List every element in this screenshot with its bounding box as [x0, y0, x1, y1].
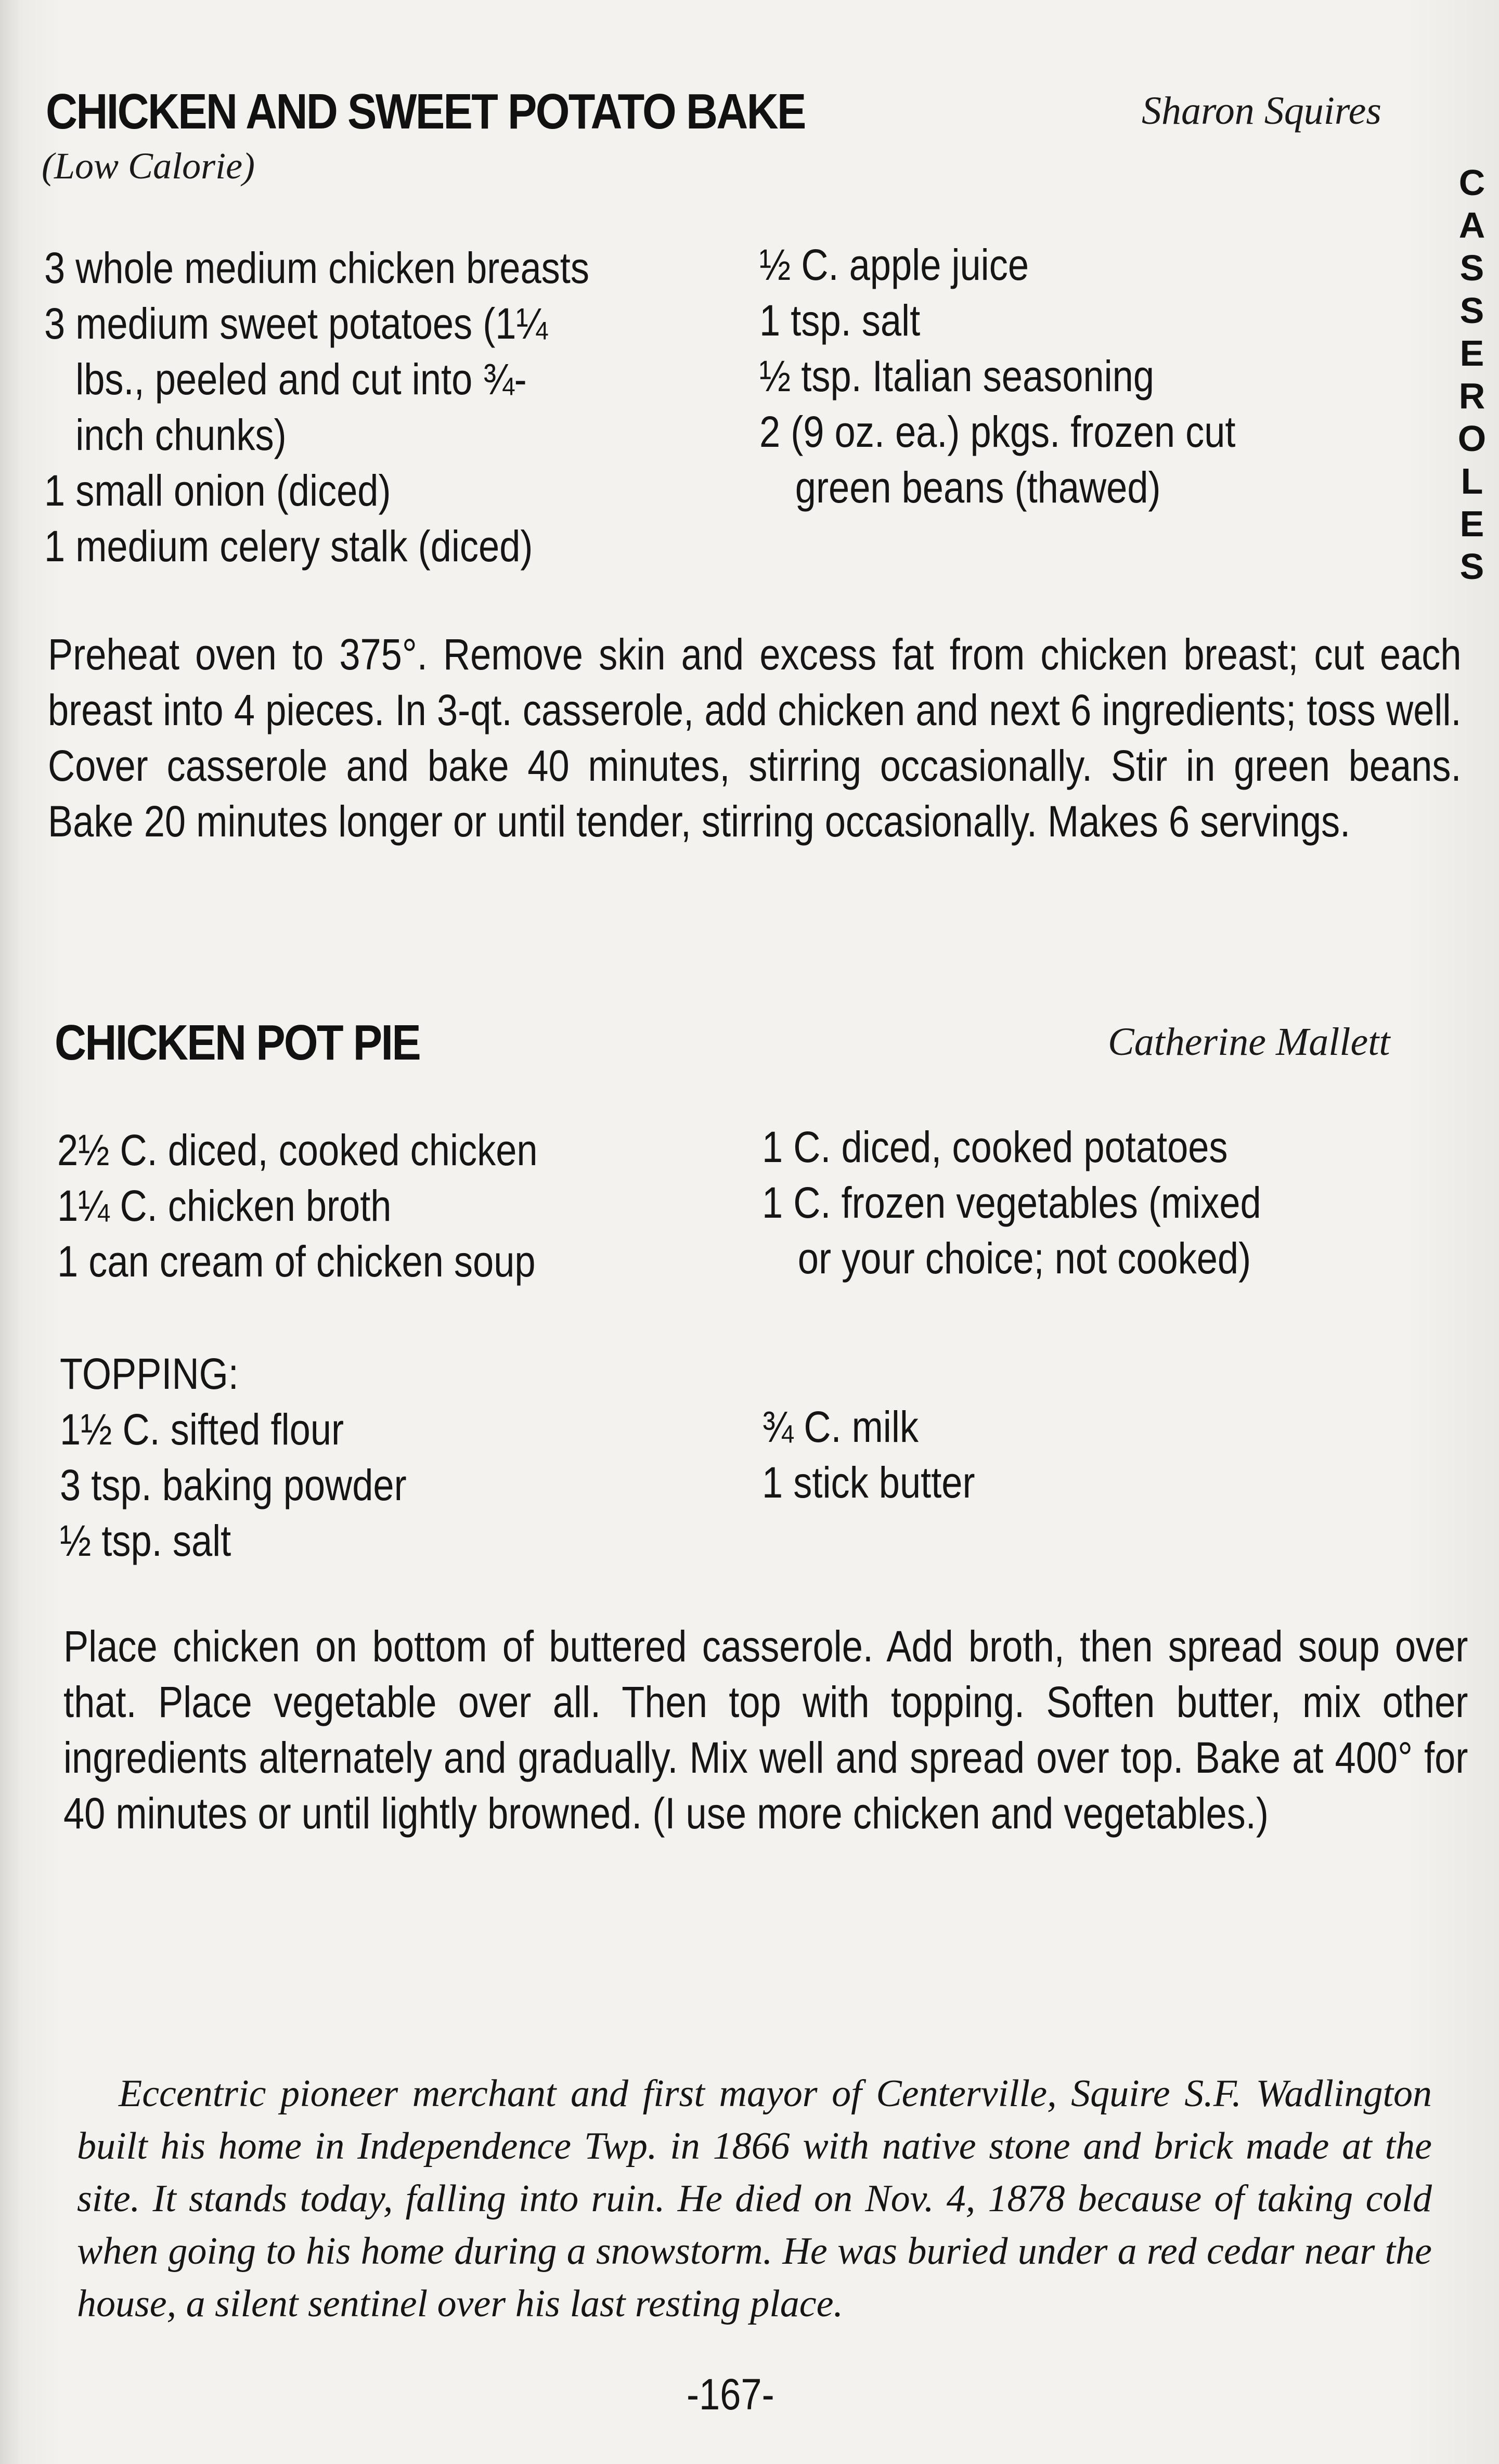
section-tab-letter: O [1457, 418, 1487, 459]
recipe-directions: Preheat oven to 375°. Remove skin and excess fat from chicken breast; cut each breast into 4 pieces. In 3-qt. casserole, add chicken and next 6 ingredients; toss well. Cover casserole and bake 40 minutes, stirring occasionally. Stir in green beans. Bake 20 minutes longer or until tender, stirring occasionally. Makes 6 servings. [48, 630, 1462, 846]
ingredient: ½ tsp. Italian seasoning [759, 352, 1155, 401]
ingredient: 3 tsp. baking powder [60, 1461, 407, 1510]
recipe-directions: Place chicken on bottom of buttered casserole. Add broth, then spread soup over that. Place vegetable over all. Then top with topping. Soften butter, mix other ingredients alternately and gradually. Mix well and spread over top. Bake at 400° for 40 minutes or until lightly browned. (I use more chicken and vegetables.) [63, 1622, 1468, 1838]
section-tab-letter: E [1459, 333, 1484, 373]
section-tab-letter: R [1458, 376, 1485, 416]
ingredient: 1 stick butter [762, 1458, 975, 1507]
page-number: -167- [687, 2370, 774, 2419]
ingredient: 2 (9 oz. ea.) pkgs. frozen cut [759, 407, 1236, 456]
ingredient: lbs., peeled and cut into ¾- [75, 355, 527, 404]
historical-note: Eccentric pioneer merchant and first mayor of Centerville, Squire S.F. Wadlington built his home in Independence Twp. in 1866 with native stone and brick made at the site. It stands today, falling into ruin. He died on Nov. 4, 1878 because of taking cold when going to his home during a snowstorm. He was buried under a red cedar near the house, a silent sentinel over his last resting place. [77, 2072, 1432, 2325]
ingredient: 2½ C. diced, cooked chicken [57, 1126, 538, 1175]
ingredient: 1½ C. sifted flour [60, 1405, 344, 1454]
section-tab-letter: S [1459, 248, 1484, 288]
recipe-author: Sharon Squires [1142, 89, 1381, 133]
recipe-author: Catherine Mallett [1108, 1020, 1390, 1064]
section-tab-letter: L [1461, 461, 1483, 501]
section-tab-letter: S [1459, 290, 1484, 331]
section-tab-letter: E [1459, 504, 1484, 544]
topping-label: TOPPING: [60, 1349, 239, 1398]
ingredient-list-left [44, 240, 589, 574]
ingredient-list-right [762, 1119, 1261, 1286]
ingredient: or your choice; not cooked) [797, 1234, 1251, 1283]
recipe-subtitle: (Low Calorie) [42, 145, 255, 187]
topping-list-left [60, 1402, 407, 1569]
ingredient: 1 C. frozen vegetables (mixed [762, 1178, 1261, 1227]
ingredient: 1 can cream of chicken soup [57, 1237, 536, 1286]
ingredient: 3 whole medium chicken breasts [44, 243, 589, 292]
ingredient-list-right [759, 237, 1235, 515]
ingredient: 1 tsp. salt [759, 296, 921, 345]
ingredient: 1 medium celery stalk (diced) [44, 522, 533, 571]
ingredient: ½ tsp. salt [60, 1516, 231, 1565]
ingredient: 3 medium sweet potatoes (1¼ [44, 299, 548, 348]
ingredient-list-left [57, 1123, 538, 1289]
ingredient: green beans (thawed) [795, 463, 1161, 512]
section-tab-letter: S [1459, 546, 1484, 587]
section-tab [1451, 161, 1493, 588]
recipe-title: CHICKEN POT PIE [55, 1015, 420, 1070]
topping-list-right [762, 1399, 975, 1511]
ingredient: ¾ C. milk [762, 1402, 919, 1451]
ingredient: ½ C. apple juice [759, 240, 1029, 289]
section-tab-letter: C [1458, 162, 1485, 203]
ingredient: 1 C. diced, cooked potatoes [762, 1123, 1228, 1171]
recipe-title: CHICKEN AND SWEET POTATO BAKE [46, 84, 805, 139]
ingredient: inch chunks) [75, 410, 287, 459]
section-tab-letter: A [1458, 205, 1485, 246]
ingredient: 1 small onion (diced) [44, 466, 391, 515]
ingredient: 1¼ C. chicken broth [57, 1181, 392, 1230]
